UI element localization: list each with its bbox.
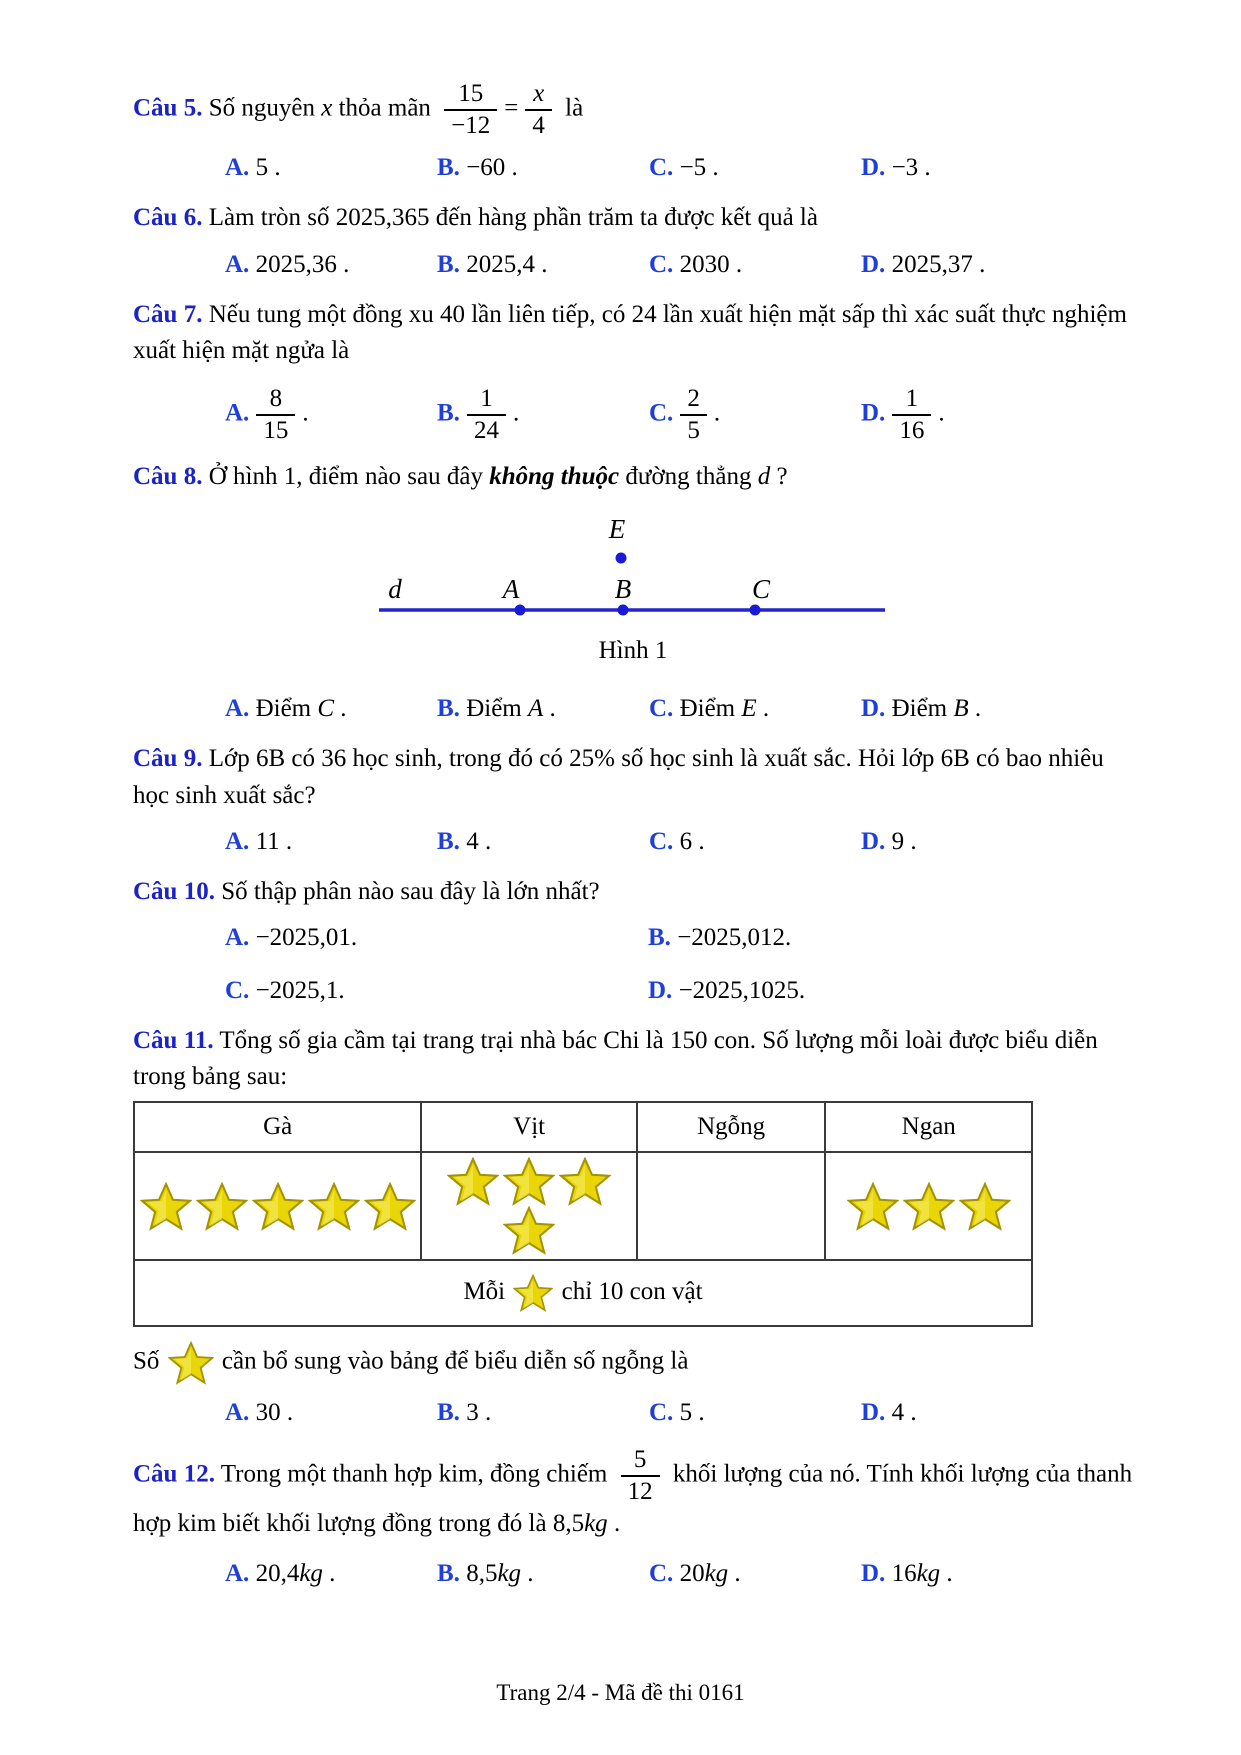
legend-cell: Mỗi chỉ 10 con vật <box>134 1260 1032 1326</box>
star-icon <box>503 1157 555 1206</box>
variable-d: d <box>757 463 771 491</box>
question-9-label: Câu 9. <box>133 745 203 773</box>
question-5-mid: thỏa mãn <box>338 94 431 122</box>
option-letter: D. <box>648 976 673 1004</box>
option-a: A. 30 . <box>225 1399 294 1427</box>
question-5-post: là <box>565 94 584 122</box>
option-c: C. 20kg . <box>649 1559 741 1587</box>
star-icon <box>503 1206 555 1255</box>
option-d: D. 4 . <box>861 1399 917 1427</box>
option-a: A. 11 . <box>225 827 293 855</box>
option-letter: A. <box>225 399 250 427</box>
stars-vit <box>421 1152 637 1260</box>
question-7-label: Câu 7. <box>133 300 203 328</box>
option-b: B. $\frac{1}{24}$ . <box>437 385 520 445</box>
option-a: A. −2025,01. <box>225 924 358 952</box>
option-letter: D. <box>861 1399 886 1427</box>
question-6 <box>133 200 1133 283</box>
figure-line-diagram <box>133 510 1133 670</box>
option-letter: C. <box>649 154 674 181</box>
star-icon <box>364 1182 416 1231</box>
point-c-label: C <box>751 573 771 604</box>
option-letter: C. <box>649 827 674 855</box>
fraction-x-over-4: $\frac{x}{4}$ <box>525 80 552 140</box>
question-9 <box>133 741 1133 860</box>
option-c: C. 2030 . <box>649 250 743 278</box>
question-12-text: Câu 12. Trong một thanh hợp kim, đồng chiếm $\frac{5}{12}$ khối lượng của nó. Tính khối lượng của thanh hợp kim biết khối lượng đồng trong đó là 8,5kg . <box>133 1445 1133 1537</box>
star-icon <box>308 1182 360 1231</box>
option-b: B. −2025,012. <box>648 924 792 952</box>
table-star-row <box>134 1152 1032 1260</box>
question-10-label: Câu 10. <box>133 878 215 905</box>
point-b-label: B <box>614 573 632 604</box>
point-e-label: E <box>608 513 626 544</box>
star-icon <box>447 1157 499 1206</box>
star-icon <box>166 1348 216 1375</box>
option-c: C. Điểm E . <box>649 695 770 722</box>
stars-ngong <box>637 1152 826 1260</box>
option-d: D. −3 . <box>861 154 931 181</box>
option-d: D. 16kg . <box>861 1559 953 1587</box>
col-vit: Vịt <box>421 1102 637 1152</box>
option-letter: C. <box>649 1559 674 1587</box>
question-10-options <box>133 920 1133 1009</box>
question-12 <box>133 1446 1133 1593</box>
option-b: B. 2025,4 . <box>437 250 548 278</box>
page-footer: Trang 2/4 - Mã đề thi 0161 <box>496 1679 745 1705</box>
question-5-label: Câu 5. <box>133 94 203 122</box>
star-icon <box>847 1182 899 1231</box>
question-11 <box>133 1023 1133 1432</box>
star-icon <box>252 1182 304 1231</box>
col-ga: Gà <box>134 1102 421 1152</box>
table-legend-row <box>134 1260 1032 1326</box>
option-d: D. $\frac{1}{16}$ . <box>861 385 945 445</box>
question-6-label: Câu 6. <box>133 204 203 232</box>
option-letter: A. <box>225 827 250 855</box>
question-5-options <box>133 150 1133 186</box>
option-letter: A. <box>225 695 250 722</box>
option-d: D. Điểm B . <box>861 695 982 722</box>
option-a: A. 5 . <box>225 154 281 181</box>
figure-caption: Hình 1 <box>598 636 668 664</box>
stars-ga <box>134 1152 421 1260</box>
option-letter: B. <box>437 827 460 855</box>
option-c: C. 6 . <box>649 827 705 855</box>
question-7 <box>133 297 1133 446</box>
option-b: B. −60 . <box>437 154 518 181</box>
fraction-option: $\frac{1}{16}$ <box>892 385 931 445</box>
option-letter: A. <box>225 250 250 278</box>
option-c: C. −5 . <box>649 154 719 181</box>
point-e-dot <box>616 552 627 563</box>
point-a-dot <box>515 604 526 615</box>
option-letter: D. <box>861 250 886 278</box>
option-letter: C. <box>649 399 674 427</box>
option-letter: D. <box>861 154 886 181</box>
fraction-option: $\frac{8}{15}$ <box>256 385 295 445</box>
question-5-text <box>133 80 1133 140</box>
option-letter: C. <box>225 976 250 1004</box>
option-letter: D. <box>861 827 886 855</box>
question-7-text: Câu 7. Nếu tung một đồng xu 40 lần liên tiếp, có 24 lần xuất hiện mặt sấp thì xác suất thực nghiệm xuất hiện mặt ngửa là <box>133 300 1127 364</box>
table-header-row <box>134 1102 1032 1152</box>
poultry-table <box>133 1101 1033 1327</box>
option-letter: B. <box>437 1399 460 1427</box>
question-5-pre: Số nguyên <box>208 94 315 122</box>
fraction-option: $\frac{1}{24}$ <box>467 385 506 445</box>
option-c: C. 5 . <box>649 1399 705 1427</box>
question-8-options <box>133 691 1133 727</box>
option-a: A. 2025,36 . <box>225 250 350 278</box>
question-11-prompt: Số cần bổ sung vào bảng để biểu diễn số ngỗng là <box>133 1341 1133 1385</box>
option-letter: D. <box>861 1559 886 1587</box>
option-letter: A. <box>225 1399 250 1427</box>
fraction-option: $\frac{2}{5}$ <box>680 385 707 445</box>
option-letter: B. <box>437 399 460 427</box>
star-icon <box>959 1182 1011 1231</box>
question-8 <box>133 459 1133 727</box>
option-letter: C. <box>649 695 674 722</box>
stars-ngan <box>825 1152 1032 1260</box>
question-10-text: Câu 10. Số thập phân nào sau đây là lớn nhất? <box>133 878 600 905</box>
option-d: D. 2025,37 . <box>861 250 986 278</box>
star-icon <box>196 1182 248 1231</box>
question-8-label: Câu 8. <box>133 463 203 491</box>
option-a: A. Điểm C . <box>225 695 347 722</box>
line-d-diagram <box>373 510 893 622</box>
option-letter: C. <box>649 250 674 278</box>
question-8-text: Câu 8. Ở hình 1, điểm nào sau đây không thuộc đường thẳng d ? <box>133 463 788 491</box>
option-b: B. 8,5kg . <box>437 1559 534 1587</box>
col-ngan: Ngan <box>825 1102 1032 1152</box>
star-icon <box>559 1157 611 1206</box>
option-letter: A. <box>225 1559 250 1587</box>
option-a: A. 20,4kg . <box>225 1559 336 1587</box>
unit-kg: kg <box>584 1509 608 1537</box>
fraction-5-over-12: $\frac{5}{12}$ <box>621 1446 660 1506</box>
star-icon <box>513 1274 553 1312</box>
option-letter: B. <box>437 695 460 722</box>
point-b-dot <box>618 604 629 615</box>
variable-x: x <box>321 94 333 122</box>
equals-sign: = <box>504 94 519 122</box>
option-letter: A. <box>225 154 250 181</box>
option-letter: B. <box>437 1559 460 1587</box>
option-letter: B. <box>648 924 671 952</box>
question-6-options <box>133 247 1133 283</box>
option-d: D. −2025,1025. <box>648 976 806 1004</box>
star-icon <box>140 1182 192 1231</box>
question-5 <box>133 80 1133 186</box>
fraction-15-over-minus12: $\frac{15}{-12}$ <box>444 80 497 140</box>
question-10 <box>133 874 1133 1009</box>
option-letter: B. <box>437 154 460 181</box>
question-9-text: Câu 9. Lớp 6B có 36 học sinh, trong đó có 25% số học sinh là xuất sắc. Hỏi lớp 6B có bao nhiêu học sinh xuất sắc? <box>133 745 1104 809</box>
emphasis-khong-thuoc: không thuộc <box>489 463 620 491</box>
question-7-options <box>133 385 1133 445</box>
question-12-label: Câu 12. <box>133 1460 215 1488</box>
option-letter: B. <box>437 250 460 278</box>
star-icon <box>903 1182 955 1231</box>
option-d: D. 9 . <box>861 827 917 855</box>
col-ngong: Ngỗng <box>637 1102 826 1152</box>
option-b: B. 4 . <box>437 827 492 855</box>
option-letter: D. <box>861 399 886 427</box>
option-a: A. $\frac{8}{15}$ . <box>225 385 309 445</box>
star-icon <box>511 1278 555 1305</box>
option-b: B. 3 . <box>437 1399 492 1427</box>
option-c: C. $\frac{2}{5}$ . <box>649 385 721 445</box>
point-c-dot <box>750 604 761 615</box>
question-6-text: Câu 6. Làm tròn số 2025,365 đến hàng phần trăm ta được kết quả là <box>133 204 818 232</box>
question-11-options <box>133 1395 1133 1431</box>
question-11-text: Câu 11. Tổng số gia cầm tại trang trại nhà bác Chi là 150 con. Số lượng mỗi loài được biểu diễn trong bảng sau: <box>133 1026 1098 1090</box>
option-letter: A. <box>225 924 250 952</box>
star-icon <box>168 1341 214 1385</box>
line-d-label: d <box>388 573 402 604</box>
question-11-label: Câu 11. <box>133 1026 214 1054</box>
option-letter: D. <box>861 695 886 722</box>
option-letter: C. <box>649 1399 674 1427</box>
option-c: C. −2025,1. <box>225 976 345 1004</box>
option-b: B. Điểm A . <box>437 695 556 722</box>
question-12-options <box>133 1556 1133 1592</box>
point-a-label: A <box>502 573 520 604</box>
question-9-options <box>133 824 1133 860</box>
